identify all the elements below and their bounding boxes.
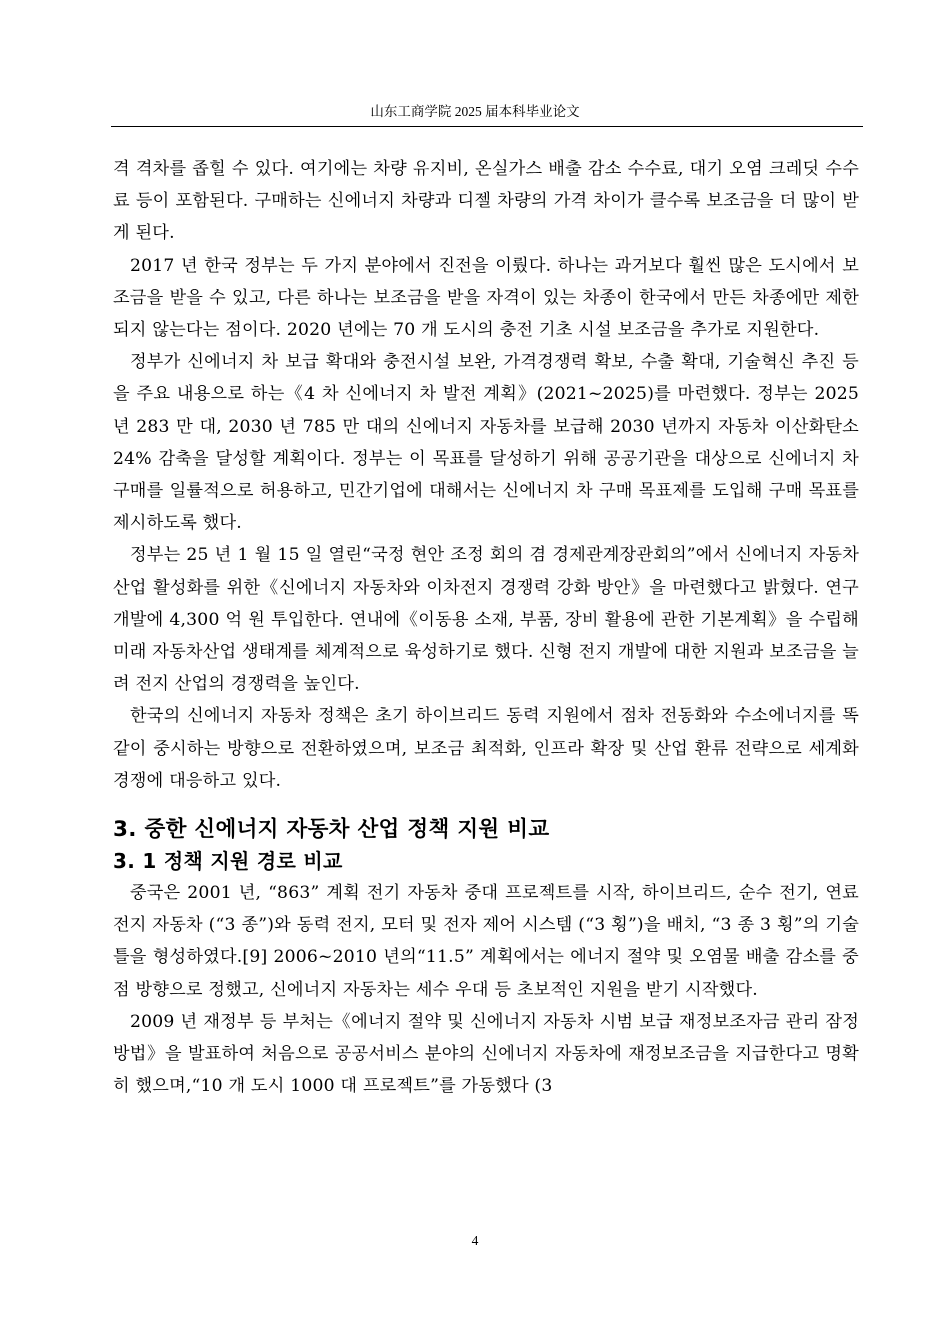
header-divider bbox=[111, 126, 863, 127]
page-number: 4 bbox=[471, 1233, 479, 1248]
paragraph-2017-subsidy: 2017 년 한국 정부는 두 가지 분야에서 진전을 이뤘다. 하나는 과거보다 훨씬 많은 도시에서 보조금을 받을 수 있고, 다른 하나는 보조금을 받을 자격이 있는 차종이 한국에서 만든 차종에만 제한되지 않는다는 점이다. 2020 년에는 70 개 도시의 충전 기초 시설 보조금을 추가로 지원한다. bbox=[113, 255, 859, 341]
paragraph-competitiveness-plan: 정부는 25 년 1 월 15 일 열린“국정 현안 조정 회의 겸 경제관계장관회의”에서 신에너지 자동차 산업 활성화를 위한《신에너지 자동차와 이차전지 경쟁력 강화 방안》을 마련했다고 밝혔다. 연구개발에 4,300 억 원 투입한다. 연내에《이동용 소재, 부품, 장비 활용에 관한 기본계획》을 수립해 미래 자동차산업 생태계를 체계적으로 육성하기로 했다. 신형 전지 개발에 대한 지원과 보조금을 늘려 전지 산업의 경쟁력을 높인다. bbox=[113, 545, 859, 695]
paragraph-2009-subsidy: 2009 년 재정부 등 부처는《에너지 절약 및 신에너지 자동차 시범 보급 재정보조자금 관리 잠정방법》을 발표하여 처음으로 공공서비스 분야의 신에너지 자동차에 재정보조금을 지급한다고 명확히 했으며,“10 개 도시 1000 대 프로젝트”를 가동했다 (3 bbox=[113, 1011, 859, 1097]
paragraph-korea-summary: 한국의 신에너지 자동차 정책은 초기 하이브리드 동력 지원에서 점차 전동화와 수소에너지를 똑같이 중시하는 방향으로 전환하였으며, 보조금 최적화, 인프라 확장 및 산업 환류 전략으로 세계화 경쟁에 대응하고 있다. bbox=[113, 706, 859, 791]
subsection-heading: 3. 1 정책 지원 경로 비교 bbox=[113, 849, 343, 874]
page-header: 山东工商学院 2025 届本科毕业论文 bbox=[370, 104, 580, 119]
paragraph-continuation: 격 격차를 좁힐 수 있다. 여기에는 차량 유지비, 온실가스 배출 감소 수수료, 대기 오염 크레딧 수수료 등이 포함된다. 구매하는 신에너지 차량과 디젤 차량의 가격 차이가 클수록 보조금을 더 많이 받게 된다. bbox=[113, 159, 859, 244]
paragraph-fourth-plan: 정부가 신에너지 차 보급 확대와 충전시설 보완, 가격경쟁력 확보, 수출 확대, 기술혁신 추진 등을 주요 내용으로 하는《4 차 신에너지 차 발전 계획》(2021~2025)를 마련했다. 정부는 2025 년 283 만 대, 2030 년 785 만 대의 신에너지 자동차를 보급해 2030 년까지 자동차 이산화탄소 24% 감축을 달성할 계획이다. 정부는 이 목표를 달성하기 위해 공공기관을 대상으로 신에너지 차 구매를 일률적으로 허용하고, 민간기업에 대해서는 신에너지 차 구매 목표제를 도입해 구매 목표를 제시하도록 했다. bbox=[113, 352, 859, 534]
section-heading: 3. 중한 신에너지 자동차 산업 정책 지원 비교 bbox=[113, 817, 550, 843]
document-body bbox=[113, 153, 859, 1102]
paragraph-china-863: 중국은 2001 년, “863” 계획 전기 자동차 중대 프로젝트를 시작, 하이브리드, 순수 전기, 연료 전지 자동차 (“3 종”)와 동력 전지, 모터 및 전자 제어 시스템 (“3 횡”)을 배치, “3 종 3 횡”의 기술 틀을 형성하였다.[9] 2006~2010 년의“11.5” 계획에서는 에너지 절약 및 오염물 배출 감소를 중점 방향으로 정했고, 신에너지 자동차는 세수 우대 등 초보적인 지원을 받기 시작했다. bbox=[113, 883, 859, 1000]
